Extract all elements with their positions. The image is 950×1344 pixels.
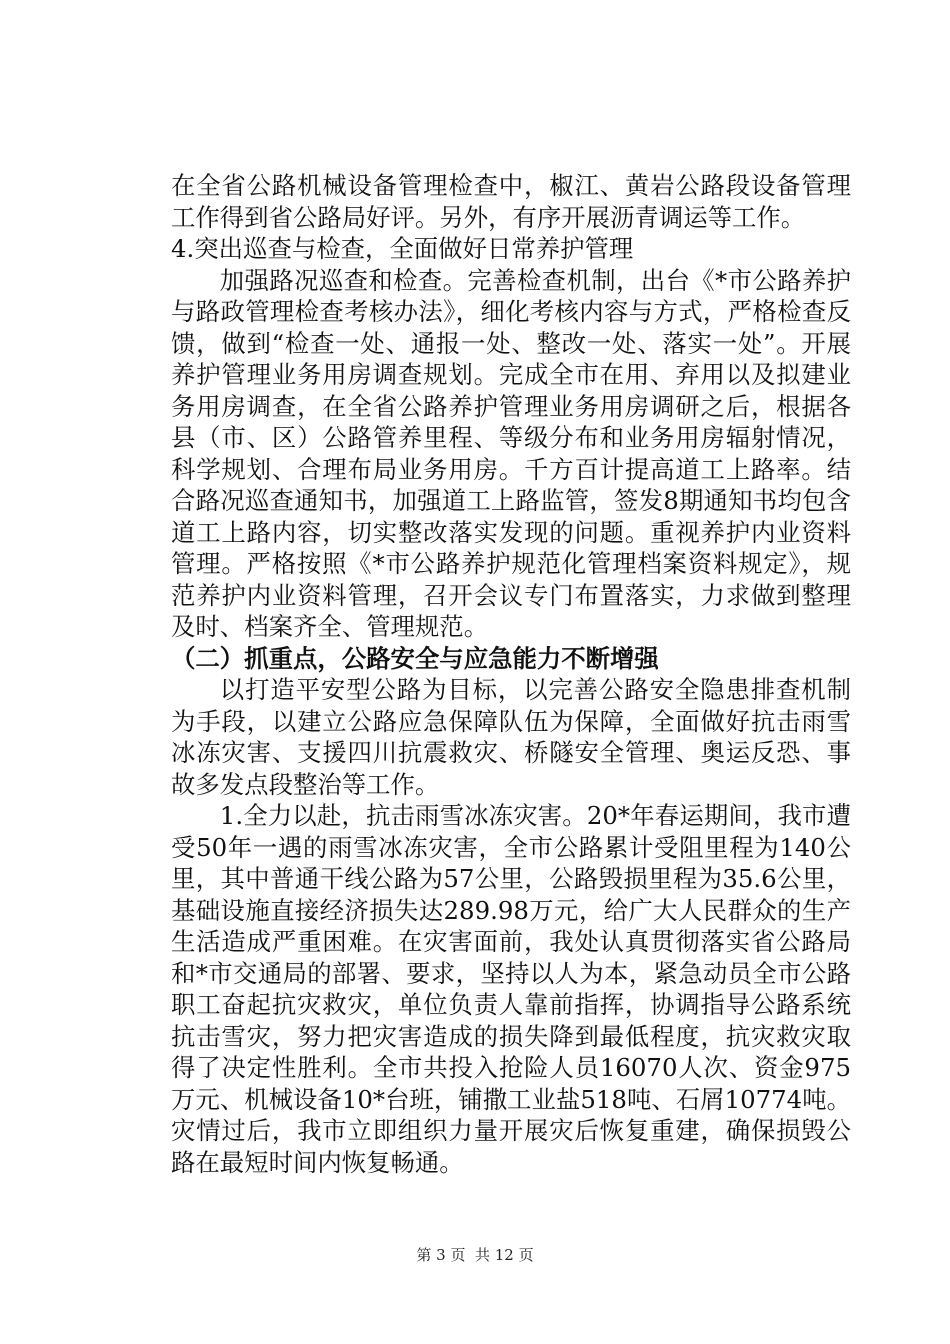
paragraph-safety-intro: 以打造平安型公路为目标，以完善公路安全隐患排查机制为手段，以建立公路应急保障队伍为保障，全面做好抗击雨雪冰冻灾害、支援四川抗震救灾、桥隧安全管理、奥运反恐、事故多发点段整治等工作。: [171, 675, 851, 799]
page-number-footer: 第 3 页 共 12 页: [416, 1246, 534, 1264]
paragraph-disaster-response: 1.全力以赴，抗击雨雪冰冻灾害。20*年春运期间，我市遭受50年一遇的雨雪冰冻灾害，全市公路累计受阻里程为140公里，其中普通干线公路为57公里，公路毁损里程为35.6公里，基础设施直接经济损失达289.98万元，给广大人民群众的生产生活造成严重困难。在灾害面前，我处认真贯彻落实省公路局和*市交通局的部署、要求，坚持以人为本，紧急动员全市公路职工奋起抗灾救灾，单位负责人靠前指挥，协调指导公路系统抗击雪灾，努力把灾害造成的损失降到最低程度，抗灾救灾取得了决定性胜利。全市共投入抢险人员16070人次、资金975万元、机械设备10*台班，铺撒工业盐518吨、石屑10774吨。灾情过后，我市立即组织力量开展灾后恢复重建，确保损毁公路在最短时间内恢复畅通。: [171, 801, 851, 1177]
document-body: [171, 170, 851, 1178]
paragraph-equipment-management: 在全省公路机械设备管理检查中，椒江、黄岩公路段设备管理工作得到省公路局好评。另外，有序开展沥青调运等工作。: [171, 171, 851, 232]
section-heading-safety: （二）抓重点，公路安全与应急能力不断增强: [171, 643, 659, 673]
subheading-inspection: 4.突出巡查与检查，全面做好日常养护管理: [171, 234, 634, 263]
paragraph-inspection: 加强路况巡查和检查。完善检查机制，出台《*市公路养护与路政管理检查考核办法》，细化考核内容与方式，严格检查反馈，做到“检查一处、通报一处、整改一处、落实一处”。开展养护管理业务用房调查规划。完成全市在用、弃用以及拟建业务用房调查，在全省公路养护管理业务用房调研之后，根据各县（市、区）公路管养里程、等级分布和业务用房辐射情况，科学规划、合理布局业务用房。千方百计提高道工上路率。结合路况巡查通知书，加强道工上路监管，签发8期通知书均包含道工上路内容，切实整改落实发现的问题。重视养护内业资料管理。严格按照《*市公路养护规范化管理档案资料规定》，规范养护内业资料管理，召开会议专门布置落实，力求做到整理及时、档案齐全、管理规范。: [171, 265, 851, 641]
